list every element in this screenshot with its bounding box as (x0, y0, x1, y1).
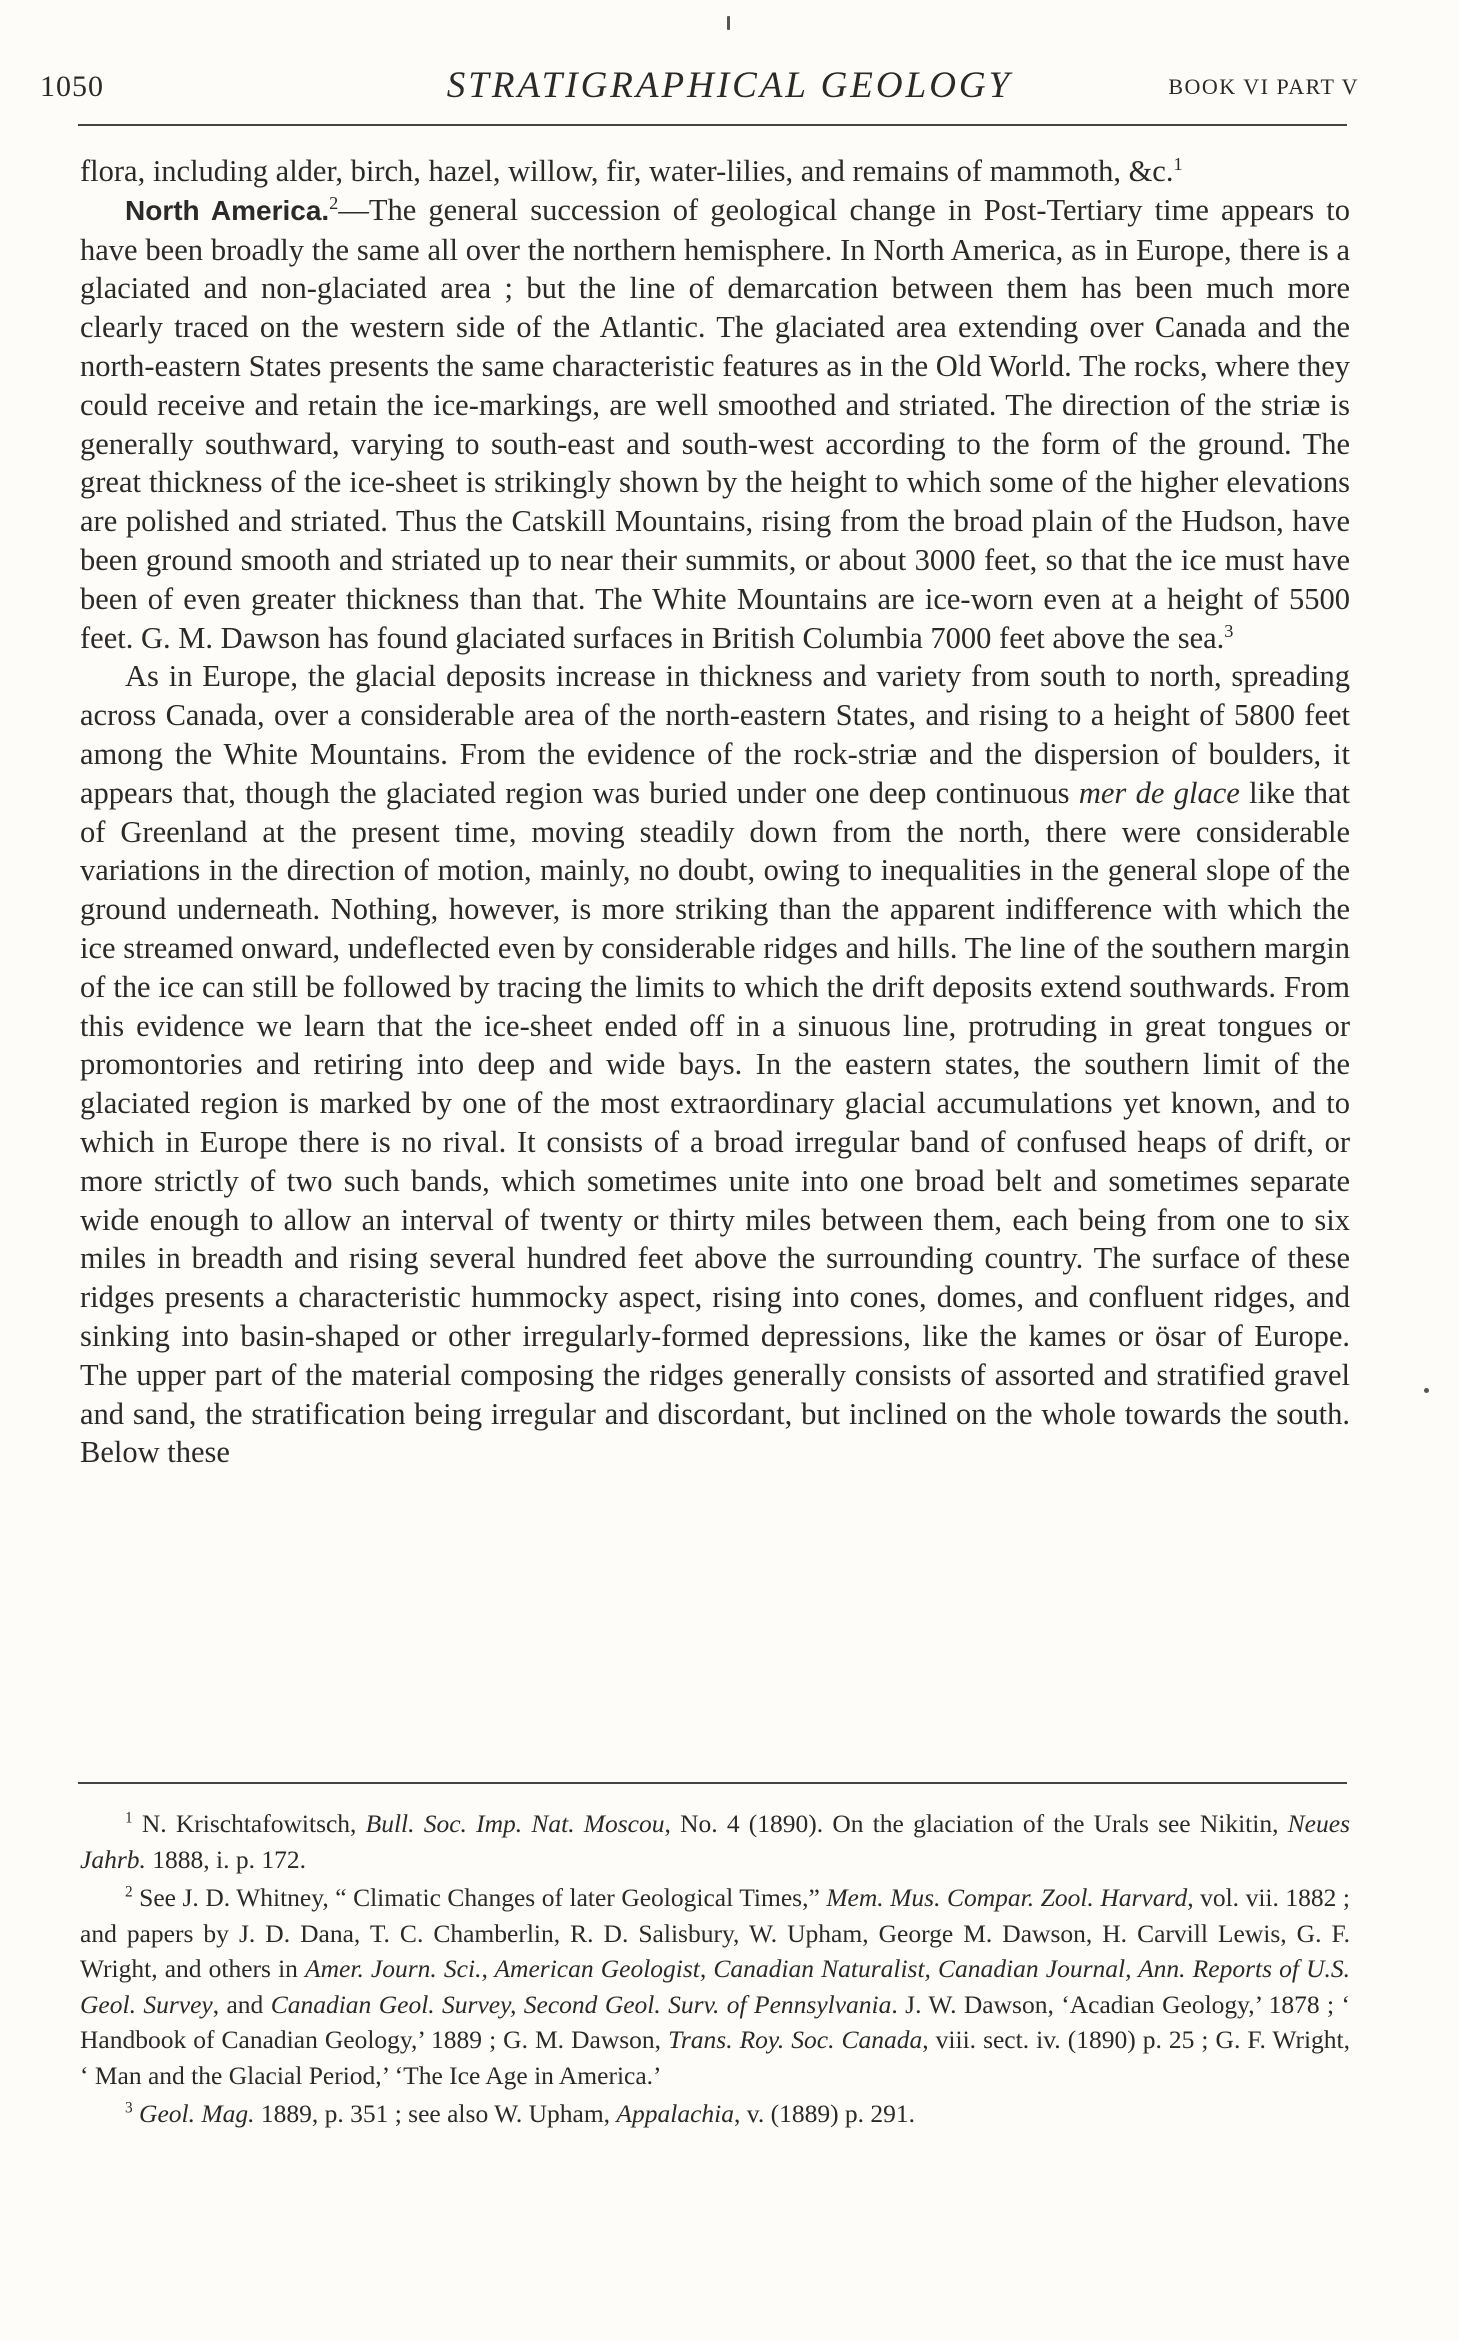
footnote-rule (78, 1782, 1347, 1784)
section-heading-north-america: North America. (125, 194, 330, 226)
book-part-label: BOOK VI PART V (1168, 74, 1359, 99)
footnotes (80, 1806, 1350, 2135)
page-number: 1050 (40, 70, 104, 103)
footnote-ref: 2 (329, 192, 339, 213)
page-header (0, 60, 1459, 110)
margin-mark (1424, 1388, 1429, 1393)
paragraph-flora-continuation: flora, including alder, birch, hazel, willow, fir, water-lilies, and remains of mammoth, &c.$^1$ (80, 153, 1183, 188)
footnote-ref: 3 (1224, 620, 1234, 641)
header-rule (78, 124, 1347, 126)
running-title: STRATIGRAPHICAL GEOLOGY (446, 65, 1013, 106)
footnote-ref: 1 (1173, 153, 1183, 174)
paragraph-north-america: North America.$^2$—The general succession of geological change in Post-Tertiary time appears to have been broadly the same all over the northern hemisphere. In North America, as in Europe, there is a glaciated and non-glaciated area ; but the line of demarcation between them has been much more clearly traced on the western side of the Atlantic. The glaciated area extending over Canada and the north-eastern States presents the same characteristic features as in the Old World. The rocks, where they could receive and retain the ice-markings, are well smoothed and striated. The direction of the striæ is generally southward, varying to south-east and south-west according to the form of the ground. The great thickness of the ice-sheet is strikingly shown by the height to which some of the higher elevations are polished and striated. Thus the Catskill Mountains, rising from the broad plain of the Hudson, have been ground smooth and striated up to near their summits, or about 3000 feet, so that the ice must have been of even greater thickness than that. The White Mountains are ice-worn even at a height of 5500 feet. G. M. Dawson has found glaciated surfaces in British Columbia 7000 feet above the sea.$^3$ (80, 192, 1350, 655)
footnote-1: $^1$ N. Krischtafowitsch, Bull. Soc. Imp. Nat. Moscou, No. 4 (1890). On the glaciation of the Urals see Nikitin, Neues Jahrb. 1888, i. p. 172. (80, 1809, 1350, 1874)
body-text (80, 152, 1350, 1472)
italic-term: mer de glace (1078, 775, 1240, 810)
printer-mark (727, 16, 730, 30)
footnote-2: $^2$ See J. D. Whitney, “ Climatic Changes of later Geological Times,” Mem. Mus. Compar. Zool. Harvard, vol. vii. 1882 ; and papers by J. D. Dana, T. C. Chamberlin, R. D. Salisbury, W. Upham, George M. Dawson, H. Carvill Lewis, G. F. Wright, and others in Amer. Journ. Sci., American Geologist, Canadian Naturalist, Canadian Journal, Ann. Reports of U.S. Geol. Survey, and Canadian Geol. Survey, Second Geol. Surv. of Pennsylvania. J. W. Dawson, ‘Acadian Geology,’ 1878 ; ‘ Handbook of Canadian Geology,’ 1889 ; G. M. Dawson, Trans. Roy. Soc. Canada, viii. sect. iv. (1890) p. 25 ; G. F. Wright, ‘ Man and the Glacial Period,’ ‘The Ice Age in America.’ (80, 1883, 1351, 2090)
footnote-3: $^3$ Geol. Mag. 1889, p. 351 ; see also W. Upham, Appalachia, v. (1889) p. 291. (125, 2099, 916, 2128)
paragraph-glacial-deposits: As in Europe, the glacial deposits increase in thickness and variety from south to north, spreading across Canada, over a considerable area of the north-eastern States, and rising to a height of 5800 feet among the White Mountains. From the evidence of the rock-striæ and the dispersion of boulders, it appears that, though the glaciated region was buried under one deep continuous mer de glace like that of Greenland at the present time, moving steadily down from the north, there were considerable variations in the direction of motion, mainly, no doubt, owing to inequalities in the general slope of the ground underneath. Nothing, however, is more striking than the apparent indifference with which the ice streamed onward, undeflected even by considerable ridges and hills. The line of the southern margin of the ice can still be followed by tracing the limits to which the drift deposits extend southwards. From this evidence we learn that the ice-sheet ended off in a sinuous line, protruding in great tongues or promontories and retiring into deep and wide bays. In the eastern states, the southern limit of the glaciated region is marked by one of the most extraordinary glacial accumulations yet known, and to which in Europe there is no rival. It consists of a broad irregular band of confused heaps of drift, or more strictly of two such bands, which sometimes unite into one broad belt and sometimes separate wide enough to allow an interval of twenty or thirty miles between them, each being from one to six miles in breadth and rising several hundred feet above the surrounding country. The surface of these ridges presents a characteristic hummocky aspect, rising into cones, domes, and confluent ridges, and sinking into basin-shaped or other irregularly-formed depressions, like the kames or ösar of Europe. The upper part of the material composing the ridges generally consists of assorted and stratified gravel and sand, the stratification being irregular and discordant, but inclined on the whole towards the south. Below these (80, 659, 1350, 1470)
